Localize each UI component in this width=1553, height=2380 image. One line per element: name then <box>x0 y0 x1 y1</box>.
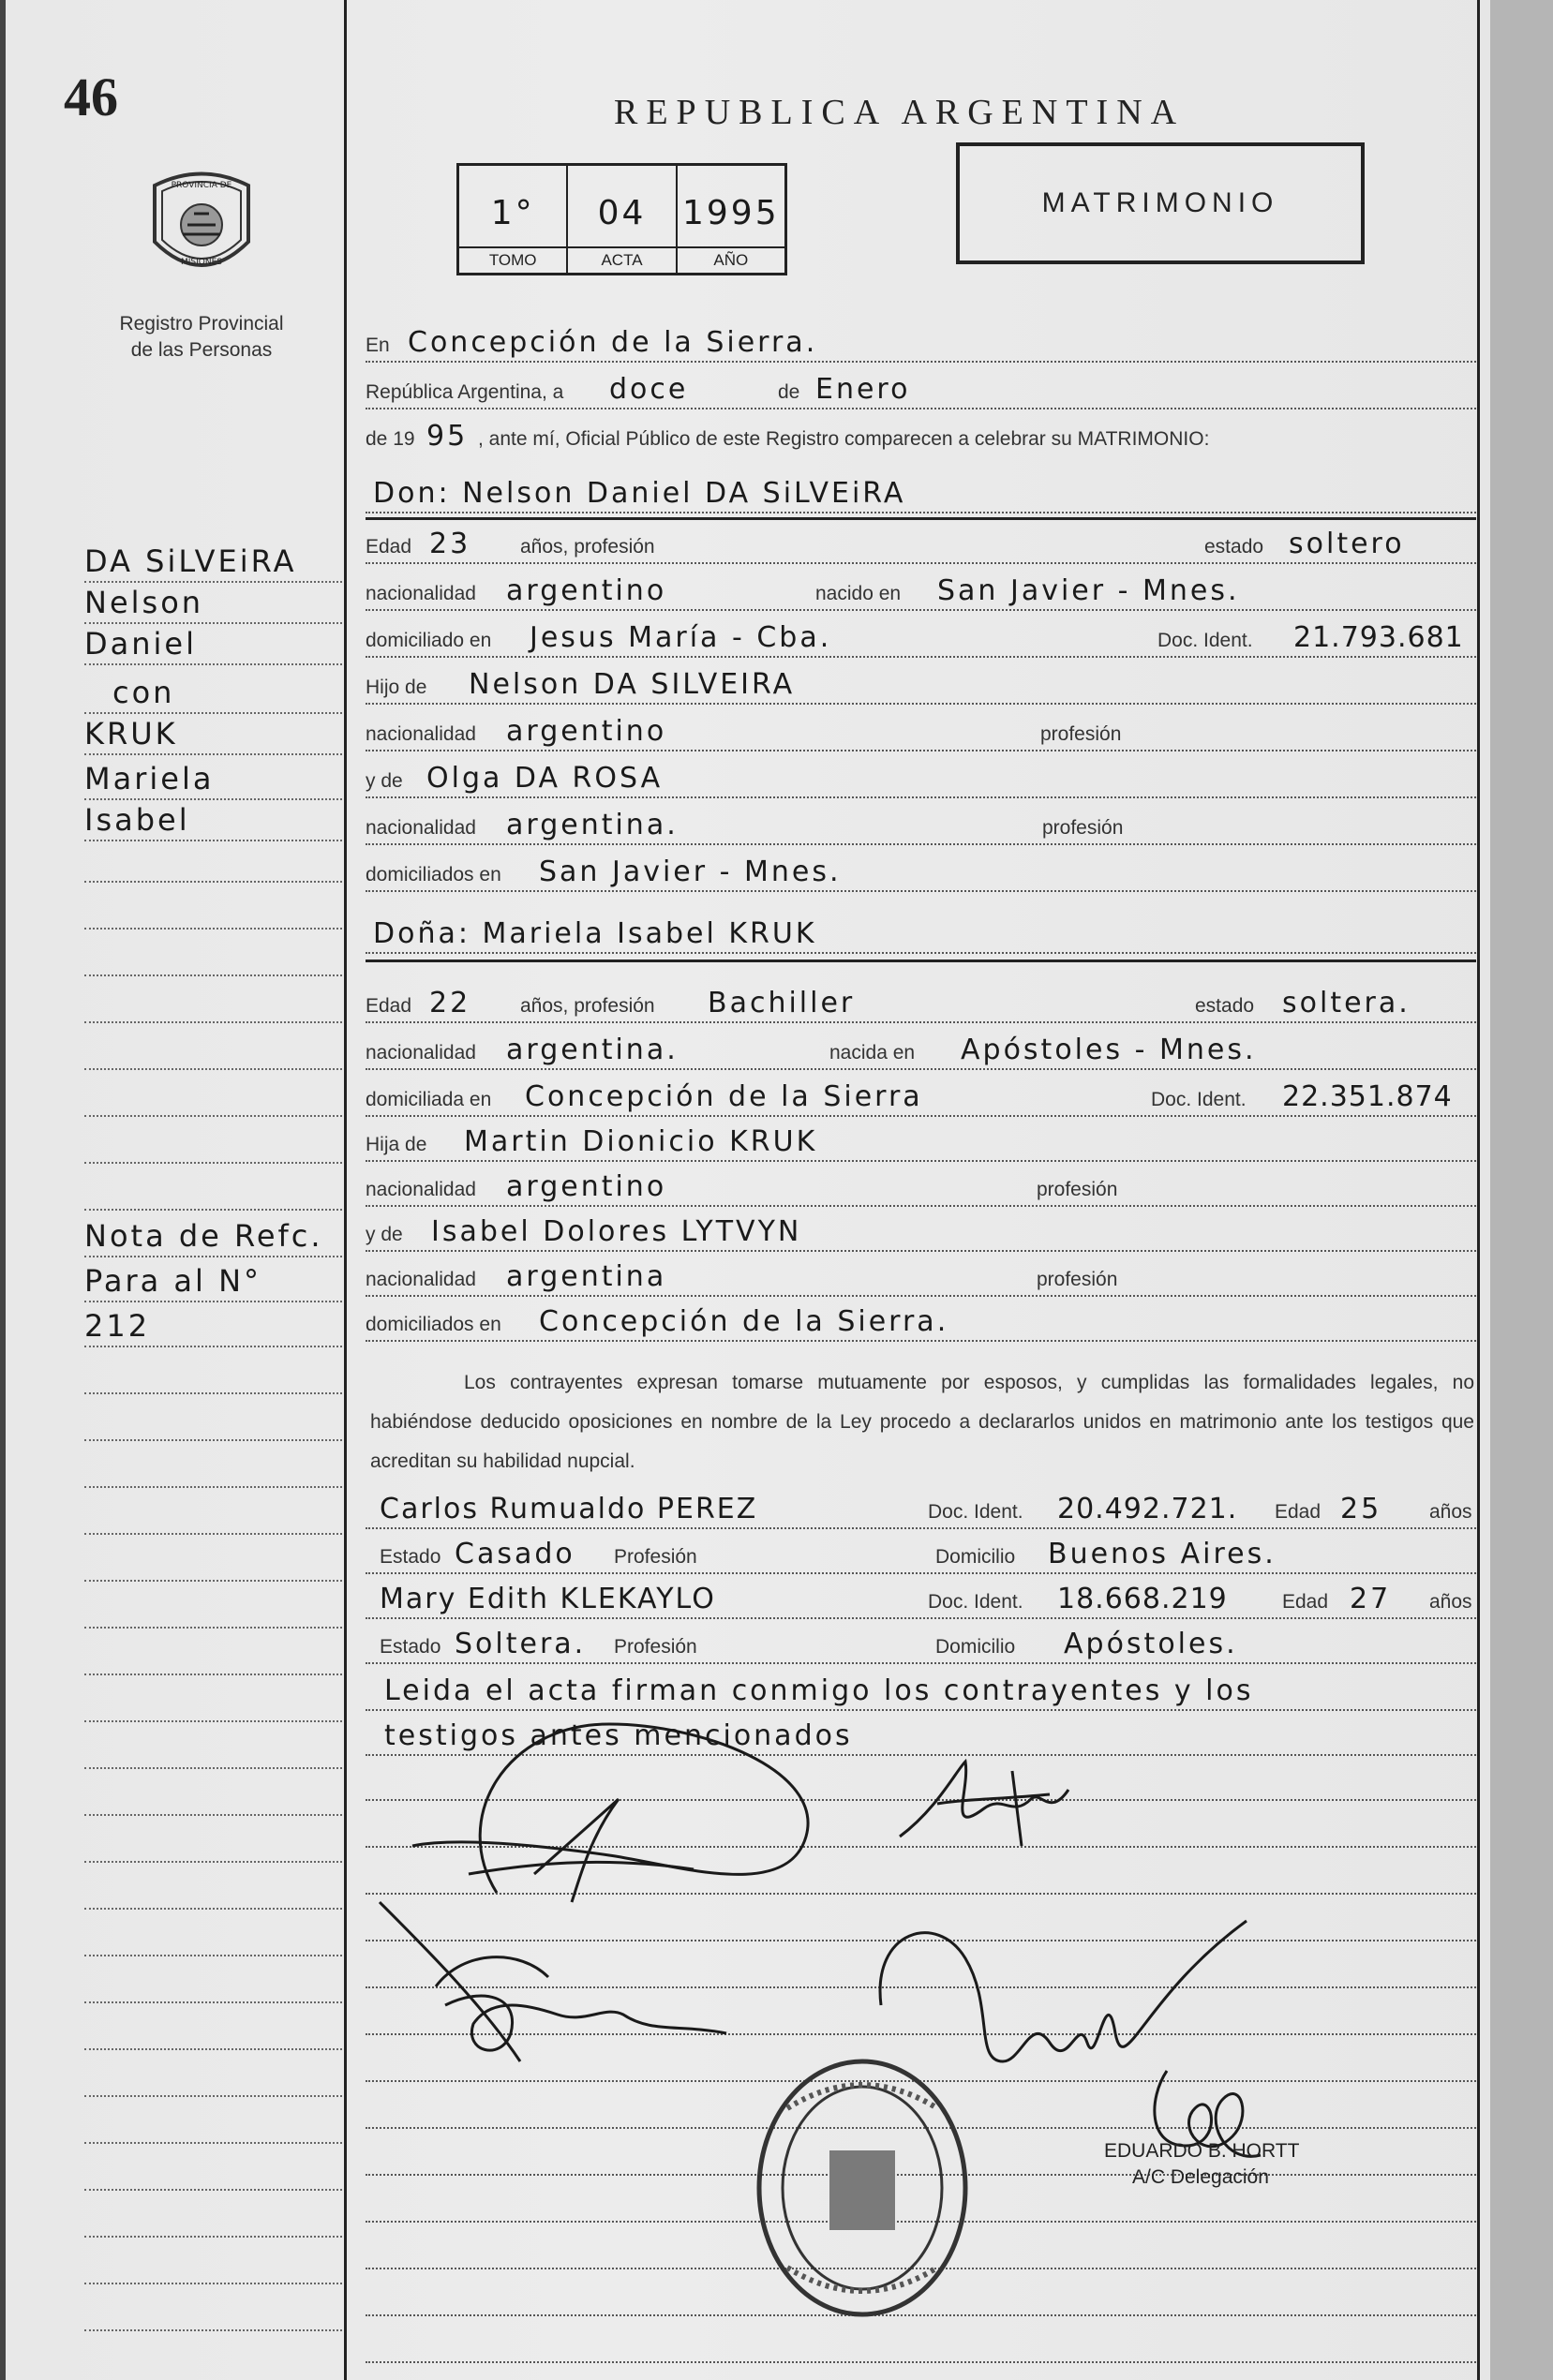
margin-blank-row <box>84 1449 342 1488</box>
witness-1-prof-label: Profesión <box>614 1546 697 1568</box>
bride-civil-label: estado <box>1195 995 1255 1017</box>
intro-year-row <box>366 417 1476 454</box>
groom-born: San Javier - Mnes. <box>937 574 1240 607</box>
tomo-label: TOMO <box>459 246 566 273</box>
en-label: En <box>366 335 390 356</box>
intro-place-row <box>366 323 1476 363</box>
bride-address-label: domiciliada en <box>366 1089 492 1110</box>
bride-address: Concepción de la Sierra <box>525 1080 923 1113</box>
bride-years-prof-label: años, profesión <box>520 995 655 1017</box>
groom-born-label: nacido en <box>815 583 902 604</box>
bride-born-label: nacida en <box>829 1042 916 1064</box>
tomo-cell <box>459 166 568 273</box>
groom-doc: 21.793.681 <box>1293 621 1464 654</box>
official-block <box>1104 2138 1299 2191</box>
bride-age: 22 <box>429 987 471 1019</box>
groom-age-row <box>366 525 1476 564</box>
bride-doc-label: Doc. Ident. <box>1151 1089 1247 1110</box>
bride-born: Apóstoles - Mnes. <box>961 1034 1257 1066</box>
groom-father-label: Hijo de <box>366 677 427 698</box>
witness-2-doc-label: Doc. Ident. <box>928 1591 1023 1613</box>
registry-line-1: Registro Provincial <box>119 313 284 335</box>
bride-heading-row <box>366 909 1476 954</box>
year-prefix: de 19 <box>366 428 415 450</box>
margin-blank-row <box>84 1964 342 2003</box>
witness-1-doc: 20.492.721. <box>1057 1493 1238 1525</box>
tomo-acta-ano-box <box>456 163 787 275</box>
margin-blank-row <box>84 1917 342 1956</box>
bride-parents-addr-label: domiciliados en <box>366 1314 501 1335</box>
margin-note-3: 212 <box>84 1308 151 1344</box>
groom-nationality: argentino <box>506 574 667 607</box>
bride-heading: Doña: Mariela Isabel KRUK <box>373 917 817 950</box>
witness-1-name: Carlos Rumualdo PEREZ <box>380 1493 758 1525</box>
margin-blank-row <box>84 1031 342 1070</box>
witness-1-age: 25 <box>1340 1493 1382 1525</box>
official-name: EDUARDO B. HORTT <box>1104 2140 1300 2162</box>
margin-blank-row <box>84 984 342 1023</box>
bride-father-row <box>366 1123 1476 1162</box>
bride-divider <box>366 959 1476 962</box>
groom-mother-row <box>366 759 1476 798</box>
bride-profession: Bachiller <box>708 987 856 1019</box>
margin-blank-row <box>84 1542 342 1582</box>
margin-blank-row <box>84 2105 342 2144</box>
witness-2-age-label: Edad <box>1282 1591 1329 1613</box>
provincial-seal-icon <box>145 167 258 289</box>
groom-address-label: domiciliado en <box>366 630 492 651</box>
groom-address: Jesus María - Cba. <box>530 621 832 654</box>
margin-blank-row <box>84 1823 342 1863</box>
ano-cell <box>678 166 784 273</box>
bride-signature <box>881 1752 1087 1865</box>
margin-name-row <box>84 626 342 665</box>
groom-divider <box>366 517 1476 520</box>
de-label: de <box>778 381 800 403</box>
margin-blank-row <box>84 1171 342 1211</box>
witness-2-home: Apóstoles. <box>1064 1628 1238 1660</box>
witness-1-years-label: años <box>1429 1501 1472 1523</box>
witness-2-row <box>366 1580 1476 1619</box>
record-type-box: MATRIMONIO <box>956 142 1365 264</box>
witness-2-state: Soltera. <box>455 1628 587 1660</box>
bride-nationality-row <box>366 1031 1476 1070</box>
bride-parents-address-row <box>366 1302 1476 1342</box>
intro-date-row <box>366 370 1476 409</box>
declaration-text: Los contrayentes expresan tomarse mutuamente por esposos, y cumplidas las formalidades legales, no habiéndose deducido oposiciones en nombre de la Ley procedo a declararlos unidos en matrimonio ante los testigos que acreditan su habilidad nupcial. <box>370 1372 1474 1472</box>
margin-bride-surname: KRUK <box>84 716 178 751</box>
bride-age-label: Edad <box>366 995 412 1017</box>
groom-age-label: Edad <box>366 536 412 558</box>
tomo-value: 1° <box>490 194 535 232</box>
witness-2-state-label: Estado <box>380 1636 441 1658</box>
page-edge <box>1490 0 1553 2380</box>
groom-mother: Olga DA ROSA <box>426 762 664 795</box>
margin-blank-row <box>84 1402 342 1441</box>
margin-note-row <box>84 1263 342 1302</box>
margin-name-row <box>84 585 342 624</box>
acta-value: 04 <box>597 194 647 232</box>
blank-line <box>366 2324 1476 2363</box>
groom-father-nat-row <box>366 712 1476 751</box>
acta-label: ACTA <box>568 246 675 273</box>
marriage-year: 95 <box>426 420 469 453</box>
margin-blank-row <box>84 1730 342 1769</box>
groom-parents-address-row <box>366 853 1476 892</box>
witness-1-state: Casado <box>455 1538 575 1570</box>
bride-mother-prof-label: profesión <box>1037 1269 1118 1290</box>
registry-name <box>66 311 337 364</box>
margin-blank-row <box>84 2245 342 2284</box>
seal-text-top: PROVINCIA DE <box>171 181 232 190</box>
bride-father-prof-label: profesión <box>1037 1179 1118 1200</box>
ano-value: 1995 <box>682 194 780 232</box>
bride-civil: soltera. <box>1282 987 1411 1019</box>
witness-2-age: 27 <box>1350 1583 1392 1615</box>
groom-father-row <box>366 665 1476 705</box>
groom-father-prof-label: profesión <box>1040 723 1122 745</box>
groom-age: 23 <box>429 528 471 560</box>
margin-name-row <box>84 761 342 800</box>
witness-2-doc: 18.668.219 <box>1057 1583 1228 1615</box>
groom-years-prof-label: años, profesión <box>520 536 655 558</box>
margin-blank-row <box>84 1683 342 1722</box>
margin-blank-row <box>84 2151 342 2191</box>
groom-father: Nelson DA SILVEIRA <box>469 668 796 701</box>
marriage-month: Enero <box>815 373 911 406</box>
country-title: REPUBLICA ARGENTINA <box>614 93 1186 132</box>
witness-2-detail-row <box>366 1625 1476 1664</box>
witness-1-detail-row <box>366 1535 1476 1574</box>
groom-nationality-row <box>366 572 1476 611</box>
witness-2-name: Mary Edith KLEKAYLO <box>380 1583 716 1615</box>
witness-2-years-label: años <box>1429 1591 1472 1613</box>
witness-2-home-label: Domicilio <box>935 1636 1016 1658</box>
margin-blank-row <box>84 1870 342 1910</box>
bride-age-row <box>366 984 1476 1023</box>
bride-parents-addr: Concepción de la Sierra. <box>539 1305 949 1338</box>
margin-note-2: Para al N° <box>84 1263 262 1299</box>
witness-2-prof-label: Profesión <box>614 1636 697 1658</box>
margin-name-row <box>84 675 342 714</box>
margin-blank-row <box>84 2292 342 2331</box>
margin-divider <box>344 0 347 2380</box>
margin-blank-row <box>84 1495 342 1535</box>
margin-blank-row <box>84 937 342 976</box>
margin-blank-row <box>84 890 342 930</box>
acta-cell <box>568 166 677 273</box>
bride-father-nat: argentino <box>506 1170 667 1203</box>
margin-blank-row <box>84 1589 342 1629</box>
margin-note-row <box>84 1218 342 1257</box>
groom-mother-nat-row <box>366 806 1476 845</box>
bride-mother-nat-row <box>366 1257 1476 1297</box>
bride-doc: 22.351.874 <box>1282 1080 1453 1113</box>
margin-note-row <box>84 1308 342 1347</box>
witness-1-home: Buenos Aires. <box>1048 1538 1277 1570</box>
bride-father-nat-label: nacionalidad <box>366 1179 476 1200</box>
official-stamp-icon <box>750 2052 975 2324</box>
margin-name-row <box>84 716 342 755</box>
groom-mother-nat: argentina. <box>506 809 679 841</box>
groom-heading: Don: Nelson Daniel DA SiLVEiRA <box>373 477 906 510</box>
witness-1-row <box>366 1490 1476 1529</box>
groom-heading-row <box>366 469 1476 513</box>
bride-address-row <box>366 1078 1476 1117</box>
page-number: 46 <box>64 67 118 127</box>
bride-nationality: argentina. <box>506 1034 679 1066</box>
groom-signature <box>394 1687 844 1911</box>
bride-mother-label: y de <box>366 1224 403 1245</box>
groom-address-row <box>366 618 1476 658</box>
right-border <box>1477 0 1480 2380</box>
bride-nat-label: nacionalidad <box>366 1042 476 1064</box>
official-title: A/C Delegación <box>1132 2166 1269 2188</box>
margin-name-row <box>84 543 342 583</box>
bride-father: Martin Dionicio KRUK <box>464 1125 818 1158</box>
groom-mother-nat-label: nacionalidad <box>366 817 476 839</box>
bride-father-label: Hija de <box>366 1134 427 1155</box>
margin-blank-row <box>84 2011 342 2050</box>
witness-1-doc-label: Doc. Ident. <box>928 1501 1023 1523</box>
groom-mother-prof-label: profesión <box>1042 817 1124 839</box>
bride-mother-nat: argentina <box>506 1260 667 1293</box>
margin-given-2: Daniel <box>84 626 197 662</box>
margin-blank-row <box>84 1777 342 1816</box>
groom-civil-label: estado <box>1204 536 1264 558</box>
margin-blank-row <box>84 843 342 883</box>
witness-1-home-label: Domicilio <box>935 1546 1016 1568</box>
binding-edge <box>0 0 6 2380</box>
groom-mother-label: y de <box>366 770 403 792</box>
margin-bride-given-2: Isabel <box>84 802 190 838</box>
witness-1-state-label: Estado <box>380 1546 441 1568</box>
bride-mother-row <box>366 1212 1476 1252</box>
closing-line-1: Leida el acta firman conmigo los contrayentes y los <box>384 1674 1254 1707</box>
groom-father-nat-label: nacionalidad <box>366 723 476 745</box>
margin-surname: DA SiLVEiRA <box>84 543 297 579</box>
margin-blank-row <box>84 1636 342 1675</box>
groom-father-nat: argentino <box>506 715 667 748</box>
ano-label: AÑO <box>678 246 784 273</box>
intro-text: , ante mí, Oficial Público de este Registro comparecen a celebrar su MATRIMONIO: <box>478 428 1210 450</box>
margin-blank-row <box>84 2058 342 2097</box>
bride-father-nat-row <box>366 1168 1476 1207</box>
bride-mother-nat-label: nacionalidad <box>366 1269 476 1290</box>
margin-blank-row <box>84 1124 342 1164</box>
groom-parents-addr: San Javier - Mnes. <box>539 855 842 888</box>
marriage-day: doce <box>609 373 689 406</box>
groom-nat-label: nacionalidad <box>366 583 476 604</box>
margin-name-row <box>84 802 342 841</box>
registry-line-2: de las Personas <box>130 339 273 361</box>
witness-1-signature <box>370 1893 764 2080</box>
margin-note-1: Nota de Refc. <box>84 1218 323 1254</box>
groom-doc-label: Doc. Ident. <box>1157 630 1253 651</box>
margin-blank-row <box>84 1355 342 1394</box>
margin-blank-row <box>84 2198 342 2238</box>
margin-con: con <box>112 675 175 710</box>
republic-label: República Argentina, a <box>366 381 564 403</box>
margin-given-1: Nelson <box>84 585 204 620</box>
closing-line-2: testigos antes mencionados <box>384 1719 853 1752</box>
bride-mother: Isabel Dolores LYTVYN <box>431 1215 802 1248</box>
seal-text-bottom: MISIONES <box>180 258 223 267</box>
groom-civil: soltero <box>1289 528 1405 560</box>
groom-parents-addr-label: domiciliados en <box>366 864 501 885</box>
marriage-place: Concepción de la Sierra. <box>408 326 818 359</box>
margin-bride-given-1: Mariela <box>84 761 215 796</box>
margin-blank-row <box>84 1078 342 1117</box>
witness-1-age-label: Edad <box>1275 1501 1322 1523</box>
